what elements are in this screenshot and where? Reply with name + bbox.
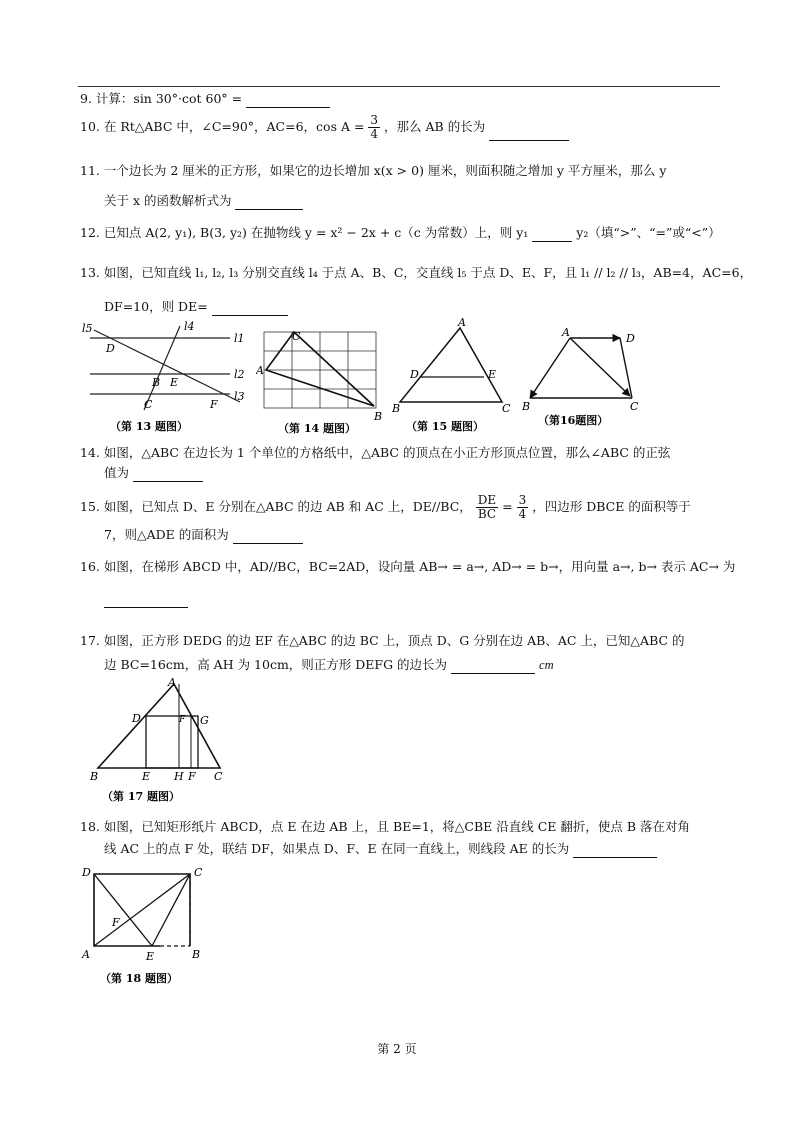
answer-blank-16[interactable] [104, 593, 188, 608]
question-13-line1: 13. 如图，已知直线 l₁, l₂, l₃ 分别交直线 l₄ 于点 A、B、C，交直线 l₅ 于点 D、E、F，且 l₁ // l₂ // l₃，AB=4，AC=6， [80, 265, 753, 280]
fraction-de-bc: $\frac{DE}{BC}$ [477, 493, 497, 521]
figure-16 [522, 322, 652, 432]
label-H: H [174, 770, 184, 783]
label-D: D [106, 342, 115, 355]
question-18-line1: 18. 如图，已知矩形纸片 ABCD，点 E 在边 AB 上，且 BE=1，将△CBE 沿直线 CE 翻折，使点 B 落在对角 [80, 819, 691, 834]
label-B: B [392, 402, 401, 415]
question-15: 15. 如图，已知点 D、E 分别在△ABC 的边 AB 和 AC 上，DE//BC， $\frac{DE}{BC}$ = $\frac{3}{4}$ ，四边形 DBCE 的面积等于 [80, 493, 691, 521]
caption-15: （第 15 题图） [406, 420, 484, 433]
label-F: F [210, 398, 218, 411]
question-15-line2: 7，则△ADE 的面积为 [104, 526, 303, 544]
label-l5: l5 [82, 322, 93, 335]
label-l4: l4 [184, 320, 195, 333]
label-D: D [132, 712, 141, 725]
label-A: A [168, 676, 176, 689]
figure-13 [80, 318, 256, 438]
figure-18 [80, 864, 220, 994]
label-A: A [256, 364, 264, 377]
label-l1: l1 [234, 332, 245, 345]
label-G: G [200, 714, 209, 727]
question-17-line2: 边 BC=16cm，高 AH 为 10cm，则正方形 DEFG 的边长为 cm [104, 657, 554, 672]
answer-blank-18[interactable] [573, 843, 657, 858]
question-16: 16. 如图，在梯形 ABCD 中，AD//BC，BC=2AD，设向量 AB→ = a→, AD→ = b→，用向量 a→, b→ 表示 AC→ 为 [80, 559, 736, 574]
label-F: F [112, 916, 120, 929]
label-E: E [146, 950, 155, 963]
label-C: C [292, 330, 301, 343]
question-12: 12. 已知点 A(2, y₁), B(3, y₂) 在抛物线 y = x² − 2x + c（c 为常数）上，则 y₁ y₂（填“>”、“=”或“<”） [80, 225, 721, 240]
figure-14 [256, 328, 386, 438]
caption-16: （第16题图） [538, 414, 609, 427]
label-C: C [194, 866, 203, 879]
label-E: E [142, 770, 151, 783]
figure-15 [392, 318, 516, 438]
figure-17 [86, 676, 236, 806]
label-A: A [458, 318, 466, 329]
label-F: F [188, 770, 196, 783]
answer-blank-12[interactable] [532, 227, 572, 242]
label-D: D [82, 866, 91, 879]
label-E: E [488, 368, 497, 381]
label-C: C [502, 402, 511, 415]
question-14-line2: 值为 [104, 464, 203, 482]
question-17-line1: 17. 如图，正方形 DEDG 的边 EF 在△ABC 的边 BC 上，顶点 D、G 分别在边 AB、AC 上，已知△ABC 的 [80, 633, 685, 648]
fraction-3-4: $\frac{3}{4}$ [370, 113, 379, 141]
label-B: B [152, 376, 161, 389]
caption-17: （第 17 题图） [102, 790, 180, 803]
page-number: 第 2 页 [377, 1042, 417, 1056]
question-9: 9. 计算：sin 30°·cot 60° = [80, 90, 330, 108]
question-11-line1: 11. 一个边长为 2 厘米的正方形，如果它的边长增加 x(x > 0) 厘米，则面积随之增加 y 平方厘米，那么 y [80, 163, 667, 178]
label-l2: l2 [234, 368, 245, 381]
header-rule [78, 86, 720, 87]
caption-18: （第 18 题图） [100, 972, 178, 985]
label-l3: l3 [234, 390, 245, 403]
label-D: D [626, 332, 635, 345]
caption-13: （第 13 题图） [110, 420, 188, 433]
caption-14: （第 14 题图） [278, 422, 356, 435]
label-F-small: F [179, 715, 186, 725]
label-B: B [192, 948, 201, 961]
question-10: 10. 在 Rt△ABC 中，∠C=90°，AC=6，cos A = $\frac{3}{4}$ ，那么 AB 的长为 [80, 114, 569, 141]
fraction-3-4: $\frac{3}{4}$ [518, 493, 527, 521]
label-D: D [410, 368, 419, 381]
label-B: B [374, 410, 383, 423]
answer-blank-13[interactable] [212, 301, 288, 316]
label-C: C [144, 398, 153, 411]
answer-blank-9[interactable] [246, 93, 330, 108]
label-A: A [562, 326, 570, 339]
label-B: B [522, 400, 531, 413]
answer-blank-11[interactable] [235, 195, 303, 210]
question-14-line1: 14. 如图，△ABC 在边长为 1 个单位的方格纸中，△ABC 的顶点在小正方形顶点位置，那么∠ABC 的正弦 [80, 445, 671, 460]
answer-blank-17[interactable] [451, 659, 535, 674]
question-18-line2: 线 AC 上的点 F 处，联结 DF，如果点 D、F、E 在同一直线上，则线段 AE 的长为 [104, 840, 657, 858]
label-B: B [90, 770, 99, 783]
answer-blank-14[interactable] [133, 467, 203, 482]
question-13-line2: DF=10，则 DE= [104, 298, 288, 316]
answer-blank-10[interactable] [489, 126, 569, 141]
label-A: A [82, 948, 90, 961]
label-C: C [214, 770, 223, 783]
label-C: C [630, 400, 639, 413]
answer-blank-15[interactable] [233, 529, 303, 544]
label-E: E [170, 376, 179, 389]
question-11-line2: 关于 x 的函数解析式为 [104, 192, 303, 210]
question-16-line2 [104, 590, 188, 608]
